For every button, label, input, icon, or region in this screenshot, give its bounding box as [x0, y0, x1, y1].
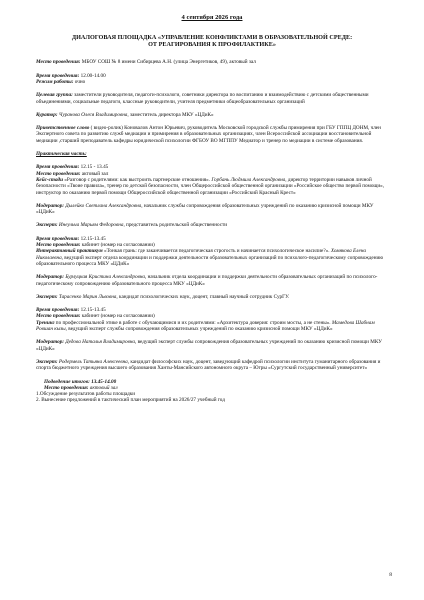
summary-place-value: актовый зал [88, 384, 118, 391]
summary-time: Подведение итогов: 13.45-14.00 [44, 378, 117, 385]
venue-text: МБОУ СОШ № 8 имени Сибирцева А.Н. (улица Энергетиков, 49), актовый зал [80, 59, 256, 66]
block3-exp-name: Родермель Татьяна Алексеевна, [57, 358, 130, 365]
block1-exp-text: представитель родительской общественности [124, 222, 228, 229]
block1-mod-name: Дылейко Светлана Александровна, [64, 202, 143, 209]
welcome-label: Приветственное слово [36, 125, 90, 132]
block1-case-label: Кейс-стади [36, 176, 63, 183]
block3-exp-label: Эксперт: [36, 358, 58, 365]
summary-item: 1.Обсуждение результатов работы площадки [36, 391, 136, 398]
block2-place-label: Место проведения: [36, 242, 81, 249]
block2-exp-name: Тарасенко Мария Львовна, [57, 293, 118, 300]
session-title [36, 34, 388, 48]
event-date: 4 сентября 2026 года [181, 14, 243, 21]
block3-mod-label: Модератор: [36, 339, 65, 346]
block3-mod-name: Дедова Наталья Владимировна, [64, 339, 137, 346]
welcome-text: ( видео-ролик) Коновалов Антон Юрьевич, руководитель Московской городской службы примирения при ГБУ ГППЦ ДОНМ, член Экспертного совета по развитию служб медиации и примирения в образовательных организациях, член Всероссийской ассоциации восстановительной медиации ,старший преподаватель кафедры юридической психологии ФГБОУ ВО МГППУ Медиатор и тренер по медиации в системе образования. [36, 125, 381, 144]
block2-int-text2: ведущий эксперт отдела координации и поддержки деятельности образовательных организаций по психолого-педагогическому сопровождению образовательного процесса МКУ «ЦДиК» [36, 254, 384, 267]
time-label: Время проведения: [36, 72, 80, 79]
block1-case [36, 177, 388, 196]
block1-mod-text: начальник службы сопровождения образовательных учреждений по оказанию кризисной помощи МКУ «ЦДиК» [36, 202, 374, 216]
block2-exp-text: кандидат психологических наук, доцент, главный научный сотрудник СурГУ. [117, 293, 290, 300]
block2-mod-text: начальник отдела координации и поддержки деятельности образовательных организаций по психолого-педагогическому сопровождению образовательного процесса МКУ «ЦДиК» [36, 274, 378, 287]
curator-name: Чуранова Олеся Владимировна, [57, 111, 129, 118]
curator-label: Куратор: [36, 111, 58, 118]
block2-interactive [36, 248, 388, 267]
block1-place-label: Место проведения: [36, 170, 81, 177]
block1-mod-label: Модератор: [36, 202, 65, 209]
block2-time-label: Время проведения: [36, 235, 80, 242]
block3-expert [36, 359, 388, 372]
block2-mod-name: Бурлуцкая Кристина Александровна, [64, 274, 147, 281]
block2-int-label: Интерактивный практикум [36, 248, 103, 255]
practical-heading: Практическая часть: [36, 151, 87, 158]
block2-int-text: «Тонкая грань: где заканчивается педагогическая строгость и начинается психологическое насилие?». [102, 248, 331, 255]
mode-label: Режим работы: [36, 79, 74, 85]
block1-exp-label: Эксперт: [36, 222, 58, 229]
curator-text: заместитель директора МКУ «ЦДиК» [128, 111, 214, 118]
block2-exp-label: Эксперт: [36, 293, 58, 300]
block2-moderator [36, 274, 388, 287]
block2-time-value: 12.15-13.45 [79, 235, 106, 242]
block1-case-name: Горбань Людмила Александровна, [211, 176, 287, 183]
block1-case-text: «Разговор с родителями: как выстроить партнерские отношения». [63, 176, 212, 183]
block3-training [36, 320, 388, 333]
session-title-line1: ДИАЛОГОВАЯ ПЛОЩАДКА «УПРАВЛЕНИЕ КОНФЛИКТАМИ В ОБРАЗОВАТЕЛЬНОЙ СРЕДЕ: [71, 34, 353, 41]
block3-place-value: кабинет (номер на согласовании) [80, 313, 155, 320]
audience-text: заместители руководителя, педагоги-психологи, советники директора по воспитанию и взаимодействию с детскими общественными объединениями, социальные педагоги, классные руководители, учителя предметники общеобразовательных организаций [36, 92, 369, 105]
summary-item: 2. Вынесение предложений в тактический план мероприятий на 2026/27 учебный год [36, 397, 225, 404]
block2-place-value: кабинет (номер на согласовании) [80, 242, 155, 249]
session-title-line2: ОТ РЕАГИРОВАНИЯ К ПРОФИЛАКТИКЕ» [148, 41, 276, 49]
block3-mod-text: ведущий эксперт службы сопровождения образовательных учреждений по оказанию кризисной помощи МКУ «ЦДиК» [36, 339, 382, 352]
block3-time-value: 12.15-13.45 [79, 307, 106, 314]
block3-tr-text: по профессиональной этике в работе с обучающимися и их родителями: «Архитектура доверия: строим мосты, а не стены». [54, 319, 332, 326]
block3-time-label: Время проведения: [36, 307, 80, 314]
audience-paragraph [36, 92, 388, 105]
venue-label: Место проведения: [36, 59, 81, 66]
block3-tr-text2: ведущий эксперт службы сопровождения образовательных учреждений по оказанию кризисной помощи МКУ «ЦДиК» [66, 326, 333, 333]
block1-time-label: Время проведения: [36, 164, 80, 171]
block2-int-name: Хомякова Елена Николаевна, [36, 248, 366, 261]
block1-time-value: 12.15 - 13.45 [79, 164, 109, 171]
audience-label: Целевая группа: [36, 92, 73, 99]
page-number: 8 [389, 571, 392, 578]
block3-moderator [36, 339, 388, 352]
block3-tr-name: Мамедова Шабнам Ровшан кызы, [36, 319, 375, 333]
welcome-paragraph [36, 125, 388, 144]
block3-place-label: Место проведения: [36, 313, 81, 320]
block3-exp-text: кандидат философских наук, доцент, заведующий кафедрой психологии института гуманитарного образования и спорта бюджетного учреждения высшего образования Ханты-Мансийского автономного округа – Югры «Сургутский государственный университет» [36, 358, 381, 372]
block2-mod-label: Модератор: [36, 274, 65, 281]
summary-place-label: Место проведения: [44, 384, 89, 391]
block3-tr-label: Тренинг [36, 319, 55, 326]
block1-moderator [36, 203, 388, 216]
mode-text: очно [73, 79, 86, 85]
block1-place-value: актовый зал [80, 170, 109, 177]
block1-exp-name: Инеульча Марьям Федоровна, [57, 222, 125, 229]
time-text: 12.00-14.00 [79, 72, 106, 79]
block1-case-text2: директор территории навыков личной безопасности «Твоие правила», тренер по детской безопасности, член Общероссийской общественной организации «Российское общество первой помощи», инструктор по оказанию первой помощи Общероссийской общественной организации «Российский Красный Крест» [36, 176, 385, 196]
